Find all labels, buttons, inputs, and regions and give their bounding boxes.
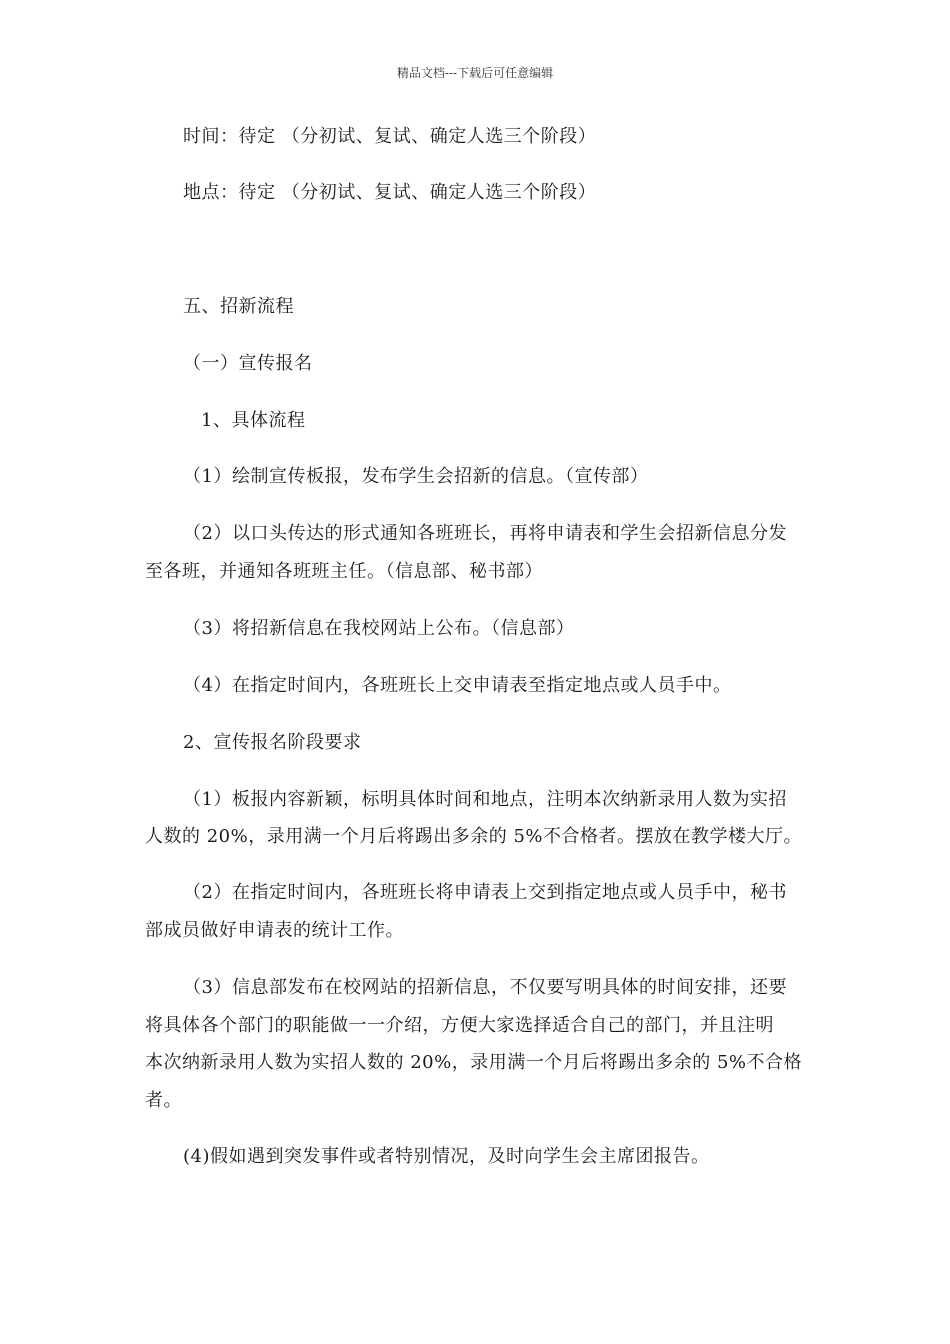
- requirement-3-line-1: （3）信息部发布在校网站的招新信息，不仅要写明具体的时间安排，还要: [183, 977, 787, 998]
- page-header: 精品文档---下载后可任意编辑: [396, 66, 554, 80]
- item-heading-specific-process: 1、具体流程: [201, 410, 306, 431]
- process-step-1: （1）绘制宣传板报，发布学生会招新的信息。（宣传部）: [183, 466, 649, 487]
- item-heading-requirements: 2、宣传报名阶段要求: [183, 732, 362, 753]
- section-heading-recruitment-process: 五、招新流程: [183, 296, 294, 317]
- requirement-2-line-1: （2）在指定时间内，各班班长将申请表上交到指定地点或人员手中，秘书: [183, 882, 787, 903]
- requirement-4: (4)假如遇到突发事件或者特别情况，及时向学生会主席团报告。: [183, 1146, 710, 1167]
- process-step-2-line-1: （2）以口头传达的形式通知各班班长，再将申请表和学生会招新信息分发: [183, 523, 787, 544]
- requirement-3-line-2: 将具体各个部门的职能做一一介绍，方便大家选择适合自己的部门，并且注明: [145, 1015, 774, 1036]
- requirement-2-line-2: 部成员做好申请表的统计工作。: [145, 920, 404, 941]
- location-line: 地点：待定 （分初试、复试、确定人选三个阶段）: [183, 182, 597, 203]
- subsection-heading-publicity-registration: （一）宣传报名: [183, 353, 313, 374]
- requirement-3-line-4: 者。: [145, 1090, 182, 1111]
- requirement-1-line-2: 人数的 20%，录用满一个月后将踢出多余的 5%不合格者。摆放在教学楼大厅。: [145, 826, 803, 847]
- time-line: 时间：待定 （分初试、复试、确定人选三个阶段）: [183, 126, 597, 147]
- process-step-2-line-2: 至各班，并通知各班班主任。（信息部、秘书部）: [145, 561, 543, 582]
- requirement-3-line-3: 本次纳新录用人数为实招人数的 20%，录用满一个月后将踢出多余的 5%不合格: [145, 1052, 803, 1073]
- requirement-1-line-1: （1）板报内容新颖，标明具体时间和地点，注明本次纳新录用人数为实招: [183, 789, 787, 810]
- process-step-3: （3）将招新信息在我校网站上公布。（信息部）: [183, 618, 575, 639]
- process-step-4: （4）在指定时间内，各班班长上交申请表至指定地点或人员手中。: [183, 675, 732, 696]
